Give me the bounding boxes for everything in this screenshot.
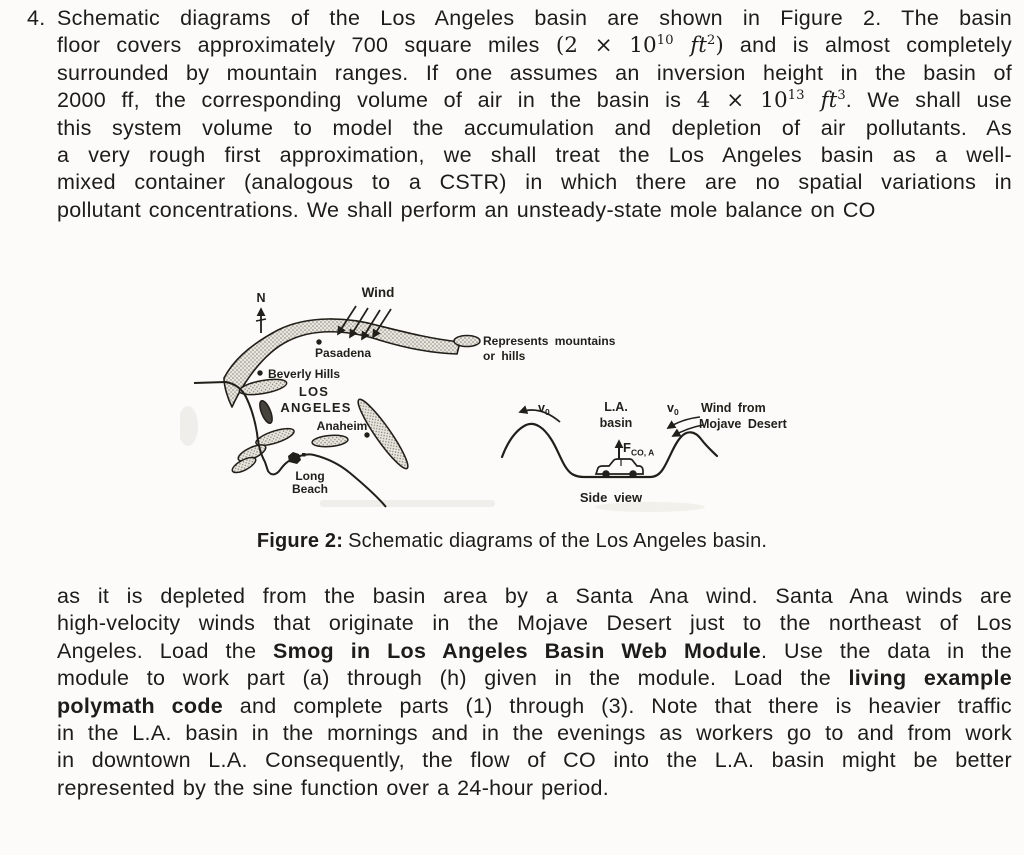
compass-icon xyxy=(256,291,266,333)
beverly-hills-label: Beverly Hills xyxy=(268,367,341,381)
map-view xyxy=(194,285,460,507)
basin-label-line2: basin xyxy=(599,416,633,430)
figure-2-schematic xyxy=(180,281,812,518)
problem-paragraph-1: Schematic diagrams of the Los Angeles basin are shown in Figure 2. The basin floor covers approximately 700 square miles ($2 \times 10^{10}$ $ft^2$) and is almost completely surrounded by mountain ranges. If one assumes an inversion height in the basin of 2000 ff, the corresponding volume of air in the basin is $4 \times 10^{13}$ $ft^3$. We shall use this system volume to model the accumulation and depletion of air pollutants. As a very rough first approximation, we shall treat the Los Angeles basin as a well- mixed container (analogous to a CSTR) in which there are no spatial variations in pollutant concentrations. We shall perform an unsteady-state mole balance on CO xyxy=(57,6,1013,222)
side-view-label: Side view xyxy=(579,490,643,505)
problem-number: 4. xyxy=(27,6,46,30)
pasadena-dot xyxy=(316,339,321,344)
beverly-hills-dot xyxy=(257,370,262,375)
inflow-right-label: $v_0$ xyxy=(667,401,679,417)
outflow-left-label: $v_0$ xyxy=(538,401,550,417)
figure-caption xyxy=(0,530,1024,553)
legend-hill-icon xyxy=(454,336,480,347)
car-icon xyxy=(596,459,643,478)
mountain-range-east xyxy=(353,395,413,472)
emission-label: $F_{CO, A}$ xyxy=(623,440,655,458)
legend xyxy=(454,334,616,363)
side-view xyxy=(502,400,788,505)
compass-label: N xyxy=(256,291,266,305)
harbor-icon xyxy=(288,452,301,464)
wind-from-label-line2: Mojave Desert xyxy=(699,417,787,431)
wind-label: Wind xyxy=(361,285,395,300)
problem-paragraph-2: as it is depleted from the basin area by a Santa Ana wind. Santa Ana winds are high-velocity winds that originate in the Mojave Desert just to the northeast of Los Angeles. Load the Smog in Los Angeles Basin Web Module. Use the data in the module to work part (a) through (h) given in the module. Load the living example polymath code and complete parts (1) through (3). Note that there is heavier traffic in the L.A. basin in the mornings and in the evenings as workers go to and from work in downtown L.A. Consequently, the flow of CO into the L.A. basin might be better represented by the sine function over a 24-hour period. xyxy=(57,584,1012,800)
long-beach-label-line1: Long xyxy=(295,469,325,483)
legend-text-line1: Represents mountains xyxy=(483,334,616,348)
long-beach-label-line2: Beach xyxy=(291,482,329,496)
anaheim-label: Anaheim xyxy=(316,419,368,433)
legend-text-line2: or hills xyxy=(483,349,526,363)
anaheim-dot xyxy=(364,432,369,437)
figure-caption-label: Figure 2: xyxy=(256,530,344,552)
los-angeles-label-line1: LOS xyxy=(298,384,330,399)
pasadena-label: Pasadena xyxy=(314,346,372,360)
figure-caption-text: Schematic diagrams of the Los Angeles basin. xyxy=(348,530,768,552)
outflow-left-arrow xyxy=(520,410,560,422)
basin-label-line1: L.A. xyxy=(604,400,628,414)
la-basin-figure xyxy=(180,281,812,518)
los-angeles-label-line2: ANGELES xyxy=(280,400,352,415)
wind-from-label-line1: Wind from xyxy=(701,401,766,415)
harbor-dot xyxy=(302,453,306,457)
